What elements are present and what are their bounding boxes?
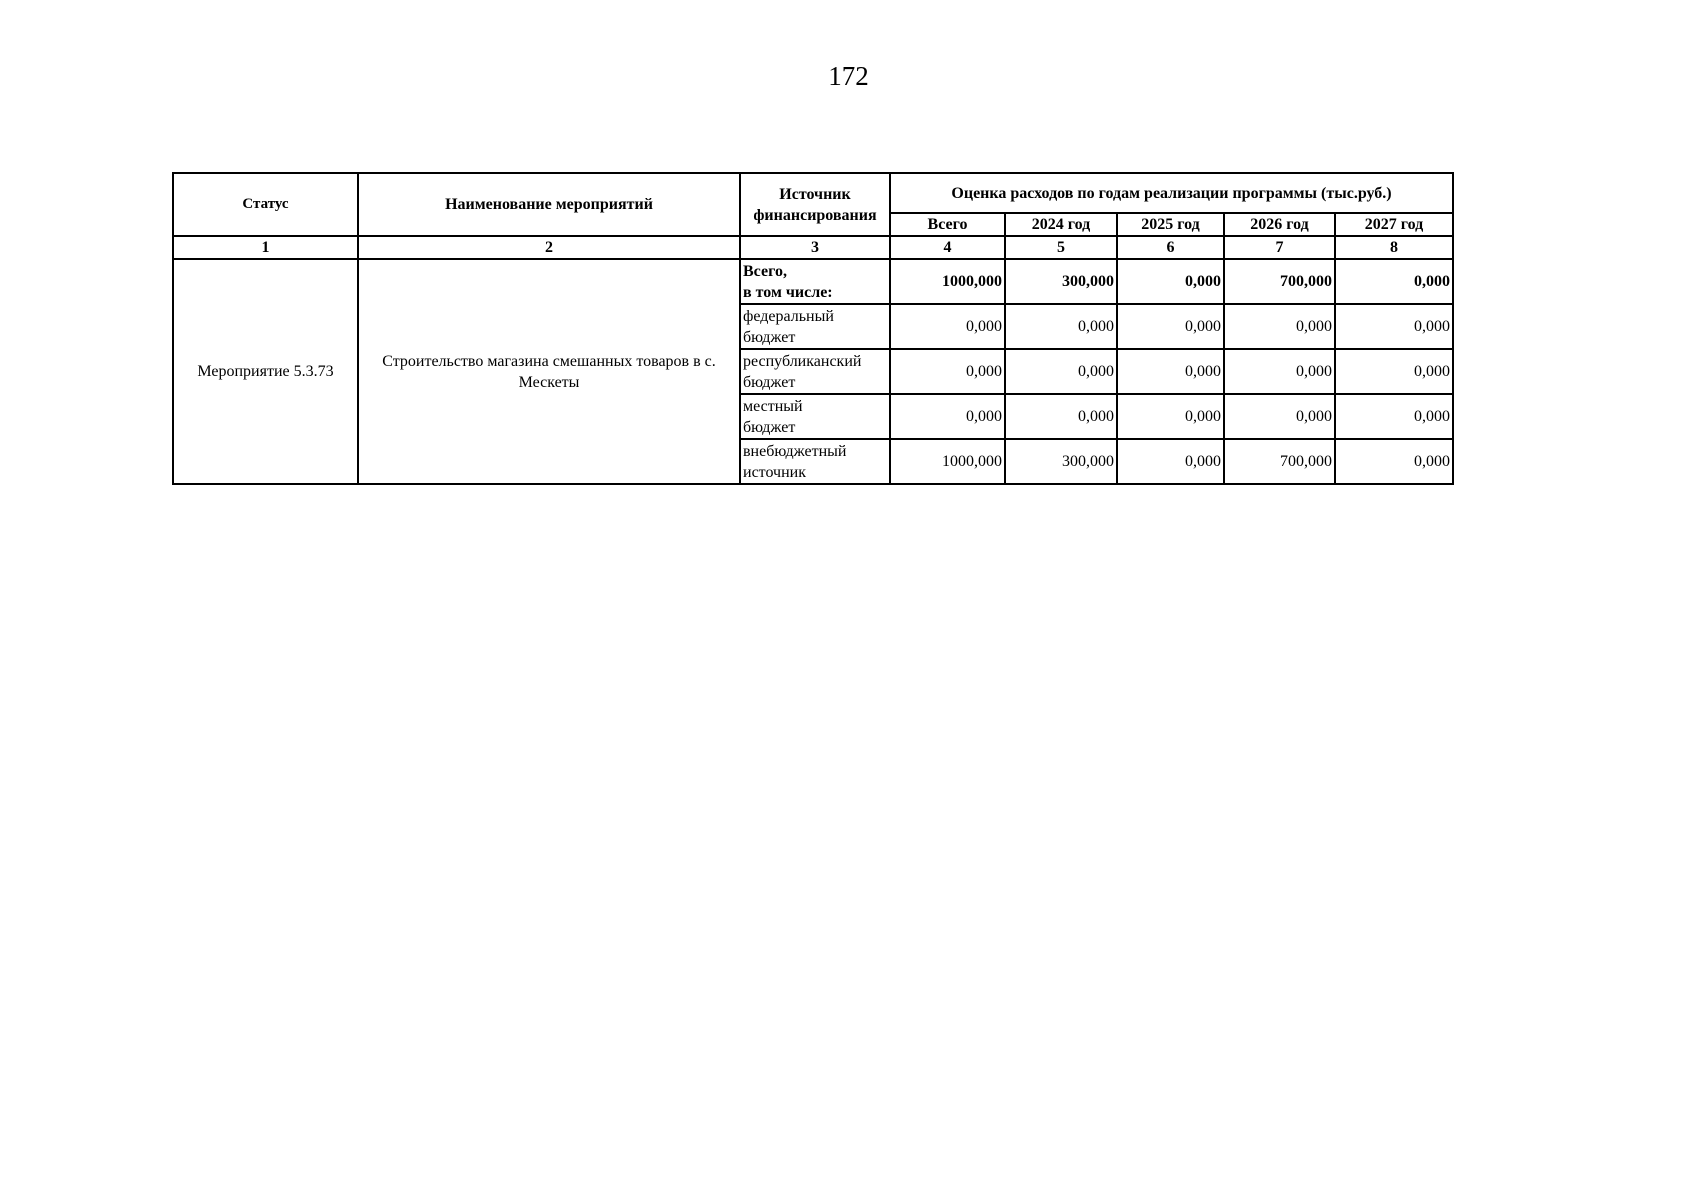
source-label: бюджет [743,373,796,391]
column-number: 7 [1224,236,1335,259]
value-2026: 0,000 [1224,304,1335,349]
value-2026: 0,000 [1224,349,1335,394]
source-label: федеральный [743,307,834,325]
value-2025: 0,000 [1117,349,1224,394]
value-total: 1000,000 [890,259,1005,304]
value-2025: 0,000 [1117,304,1224,349]
value-2027: 0,000 [1335,439,1453,484]
value-2024: 0,000 [1005,349,1117,394]
header-name: Наименование мероприятий [358,173,740,236]
column-number: 2 [358,236,740,259]
header-status: Статус [173,173,358,236]
value-2025: 0,000 [1117,394,1224,439]
measure-status: Мероприятие 5.3.73 [173,259,358,484]
source-label: источник [743,463,806,481]
source-cell [740,259,890,304]
source-cell [740,439,890,484]
column-number: 6 [1117,236,1224,259]
header-estimate: Оценка расходов по годам реализации программы (тыс.руб.) [890,173,1453,213]
value-2026: 0,000 [1224,394,1335,439]
value-2024: 0,000 [1005,394,1117,439]
table-row [173,259,1453,304]
column-number: 1 [173,236,358,259]
value-2025: 0,000 [1117,439,1224,484]
source-label: республиканский [743,352,862,370]
source-label: в том числе: [743,283,833,301]
value-total: 0,000 [890,349,1005,394]
source-label: Всего, [743,262,787,280]
source-cell [740,304,890,349]
header-year-2024: 2024 год [1005,213,1117,236]
value-2027: 0,000 [1335,394,1453,439]
value-2025: 0,000 [1117,259,1224,304]
value-2027: 0,000 [1335,349,1453,394]
value-total: 0,000 [890,394,1005,439]
value-total: 1000,000 [890,439,1005,484]
source-cell [740,394,890,439]
header-source: Источник финансирования [740,173,890,236]
financing-table [172,172,1454,485]
column-number: 4 [890,236,1005,259]
value-2024: 300,000 [1005,259,1117,304]
column-number: 5 [1005,236,1117,259]
header-total: Всего [890,213,1005,236]
value-2026: 700,000 [1224,439,1335,484]
value-2024: 0,000 [1005,304,1117,349]
value-2027: 0,000 [1335,304,1453,349]
header-year-2026: 2026 год [1224,213,1335,236]
header-row [173,173,1453,213]
column-numbers-row [173,236,1453,259]
header-year-2025: 2025 год [1117,213,1224,236]
value-2027: 0,000 [1335,259,1453,304]
source-label: бюджет [743,328,796,346]
value-2024: 300,000 [1005,439,1117,484]
source-cell [740,349,890,394]
column-number: 3 [740,236,890,259]
value-total: 0,000 [890,304,1005,349]
source-label: внебюджетный [743,442,847,460]
measure-name: Строительство магазина смешанных товаров в с. Мескеты [358,259,740,484]
value-2026: 700,000 [1224,259,1335,304]
column-number: 8 [1335,236,1453,259]
header-year-2027: 2027 год [1335,213,1453,236]
source-label: местный [743,397,803,415]
page-number: 172 [828,61,869,91]
source-label: бюджет [743,418,796,436]
